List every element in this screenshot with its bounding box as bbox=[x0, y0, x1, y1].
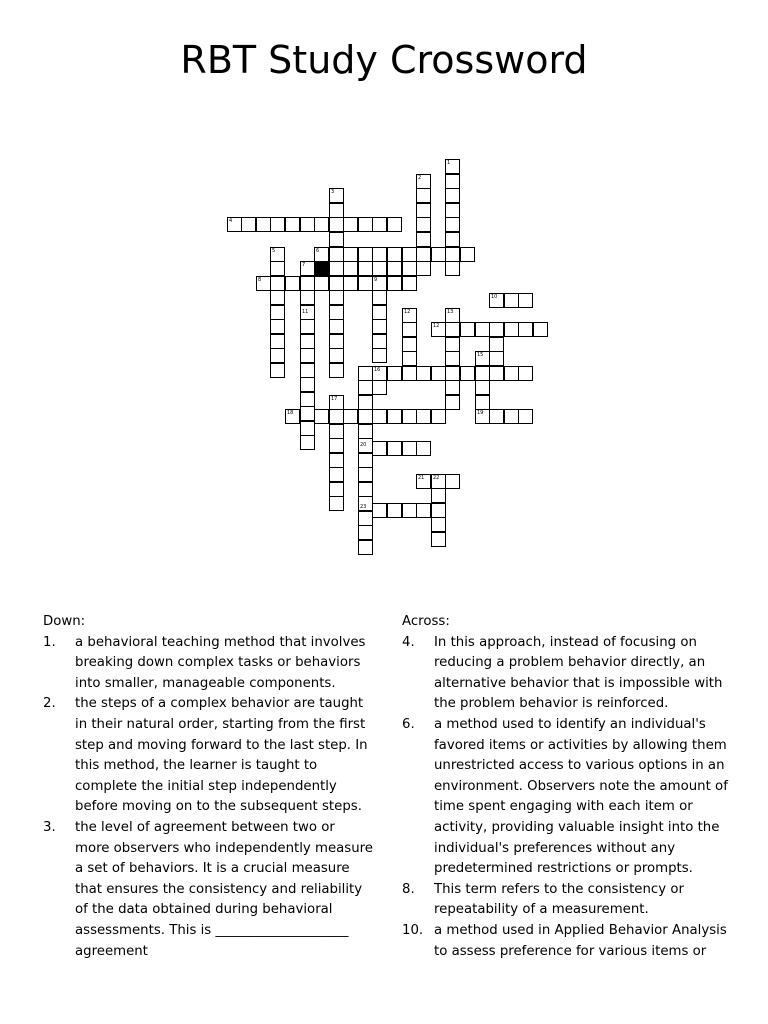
crossword-cell[interactable] bbox=[387, 261, 402, 276]
clue-number-label: 9 bbox=[374, 277, 378, 283]
crossword-cell[interactable] bbox=[431, 409, 446, 424]
crossword-cell[interactable] bbox=[387, 247, 402, 262]
across-clue bbox=[402, 633, 737, 715]
crossword-cell[interactable] bbox=[329, 424, 344, 439]
crossword-cell[interactable] bbox=[372, 334, 387, 349]
crossword-cell[interactable] bbox=[402, 366, 417, 381]
crossword-cell[interactable] bbox=[460, 366, 475, 381]
crossword-cell[interactable] bbox=[416, 188, 431, 203]
crossword-cell[interactable] bbox=[402, 441, 417, 456]
crossword-cell[interactable] bbox=[402, 409, 417, 424]
crossword-cell[interactable] bbox=[329, 203, 344, 218]
crossword-cell[interactable] bbox=[343, 276, 358, 291]
crossword-cell[interactable] bbox=[358, 380, 373, 395]
crossword-cell[interactable] bbox=[270, 261, 285, 276]
crossword-cell[interactable] bbox=[416, 203, 431, 218]
crossword-cell[interactable] bbox=[533, 322, 548, 337]
crossword-cell[interactable] bbox=[431, 488, 446, 503]
clue-text: This term refers to the consistency or repeatability of a measurement. bbox=[434, 881, 684, 918]
clue-number-label: 16 bbox=[374, 367, 381, 373]
crossword-cell[interactable] bbox=[300, 421, 315, 436]
crossword-cell[interactable] bbox=[431, 517, 446, 532]
clue-number: 6. bbox=[402, 716, 415, 732]
crossword-cell[interactable] bbox=[329, 276, 344, 291]
clue-number-label: 13 bbox=[447, 309, 454, 315]
crossword-cell[interactable] bbox=[387, 409, 402, 424]
crossword-cell[interactable] bbox=[518, 293, 533, 308]
clue-number-label: 20 bbox=[360, 442, 367, 448]
crossword-cell[interactable] bbox=[504, 293, 519, 308]
crossword-cell[interactable] bbox=[343, 217, 358, 232]
clue-number-label: 5 bbox=[272, 248, 276, 254]
crossword-cell[interactable] bbox=[358, 525, 373, 540]
crossword-cell[interactable] bbox=[518, 366, 533, 381]
crossword-cell[interactable] bbox=[431, 247, 446, 262]
crossword-cell[interactable] bbox=[402, 276, 417, 291]
crossword-cell[interactable] bbox=[504, 409, 519, 424]
crossword-cell[interactable] bbox=[314, 276, 329, 291]
across-clue bbox=[402, 880, 737, 921]
crossword-cell[interactable] bbox=[402, 351, 417, 366]
crossword-cell[interactable] bbox=[270, 305, 285, 320]
crossword-cell[interactable] bbox=[402, 337, 417, 352]
crossword-cell[interactable] bbox=[358, 453, 373, 468]
crossword-cell[interactable] bbox=[445, 366, 460, 381]
crossword-cell[interactable] bbox=[489, 409, 504, 424]
across-heading: Across: bbox=[402, 614, 450, 629]
crossword-cell[interactable] bbox=[329, 334, 344, 349]
crossword-cell[interactable] bbox=[431, 532, 446, 547]
crossword-cell[interactable] bbox=[416, 261, 431, 276]
clue-text: the steps of a complex behavior are taught in their natural order, starting from the first step and moving forward to the last step. In this method, the learner is taught to complete the initial step independently before moving on to the subsequent steps. bbox=[75, 696, 368, 815]
clue-number-label: 10 bbox=[491, 294, 498, 300]
clue-number-label: 17 bbox=[331, 396, 338, 402]
crossword-cell[interactable] bbox=[416, 441, 431, 456]
clue-number-label: 6 bbox=[316, 248, 320, 254]
crossword-cell[interactable] bbox=[518, 322, 533, 337]
crossword-cell[interactable] bbox=[358, 467, 373, 482]
crossword-cell[interactable] bbox=[300, 363, 315, 378]
crossword-cell[interactable] bbox=[445, 322, 460, 337]
clue-number-label: 12 bbox=[404, 309, 411, 315]
crossword-cell[interactable] bbox=[270, 276, 285, 291]
crossword-cell[interactable] bbox=[431, 503, 446, 518]
crossword-cell[interactable] bbox=[445, 232, 460, 247]
crossword-cell[interactable] bbox=[402, 247, 417, 262]
clue-text: In this approach, instead of focusing on reducing a problem behavior directly, an alternative behavior that is impossible with the problem behavior is reinforced. bbox=[434, 634, 723, 712]
crossword-cell[interactable] bbox=[270, 319, 285, 334]
clue-number-label: 19 bbox=[477, 410, 484, 416]
crossword-cell[interactable] bbox=[489, 351, 504, 366]
crossword-cell[interactable] bbox=[416, 247, 431, 262]
crossword-cell[interactable] bbox=[358, 366, 373, 381]
crossword-black-cell bbox=[314, 261, 329, 276]
crossword-cell[interactable] bbox=[387, 503, 402, 518]
across-clues bbox=[402, 612, 737, 962]
clue-text: the level of agreement between two or more observers who independently measure a set of behaviors. It is a crucial measure that ensures the consistency and reliability of the data obtained during behavioral assessments. This is ____________________ agreement bbox=[75, 819, 373, 959]
crossword-cell[interactable] bbox=[387, 276, 402, 291]
crossword-cell[interactable] bbox=[329, 261, 344, 276]
crossword-cell[interactable] bbox=[372, 348, 387, 363]
crossword-cell[interactable] bbox=[358, 424, 373, 439]
crossword-cell[interactable] bbox=[402, 503, 417, 518]
crossword-cell[interactable] bbox=[431, 366, 446, 381]
crossword-cell[interactable] bbox=[329, 438, 344, 453]
crossword-cell[interactable] bbox=[372, 261, 387, 276]
crossword-cell[interactable] bbox=[329, 290, 344, 305]
down-clue bbox=[43, 694, 373, 818]
crossword-cell[interactable] bbox=[372, 503, 387, 518]
crossword-cell[interactable] bbox=[416, 232, 431, 247]
crossword-cell[interactable] bbox=[329, 319, 344, 334]
crossword-cell[interactable] bbox=[358, 395, 373, 410]
crossword-cell[interactable] bbox=[270, 290, 285, 305]
clue-number-label: 12 bbox=[433, 323, 440, 329]
crossword-cell[interactable] bbox=[270, 348, 285, 363]
crossword-cell[interactable] bbox=[445, 351, 460, 366]
crossword-cell[interactable] bbox=[445, 247, 460, 262]
crossword-cell[interactable] bbox=[300, 217, 315, 232]
down-clues bbox=[43, 612, 373, 962]
clue-number: 4. bbox=[402, 634, 415, 650]
crossword-cell[interactable] bbox=[475, 380, 490, 395]
crossword-cell[interactable] bbox=[343, 409, 358, 424]
crossword-cell[interactable] bbox=[300, 319, 315, 334]
crossword-cell[interactable] bbox=[329, 305, 344, 320]
crossword-cell[interactable] bbox=[270, 363, 285, 378]
crossword-cell[interactable] bbox=[300, 276, 315, 291]
crossword-cell[interactable] bbox=[445, 380, 460, 395]
crossword-cell[interactable] bbox=[489, 322, 504, 337]
clue-number-label: 21 bbox=[418, 475, 425, 481]
crossword-cell[interactable] bbox=[445, 217, 460, 232]
crossword-cell[interactable] bbox=[300, 406, 315, 421]
crossword-cell[interactable] bbox=[329, 232, 344, 247]
crossword-cell[interactable] bbox=[372, 380, 387, 395]
crossword-cell[interactable] bbox=[358, 482, 373, 497]
crossword-cell[interactable] bbox=[372, 247, 387, 262]
clue-number: 3. bbox=[43, 819, 56, 835]
crossword-cell[interactable] bbox=[358, 247, 373, 262]
crossword-cell[interactable] bbox=[314, 409, 329, 424]
clue-text: a method used to identify an individual's favored items or activities by allowing them unrestricted access to various options in an environment. Observers note the amount of time spent engaging with each item or activity, providing valuable insight into the individual's preferences without any predetermined restrictions or prompts. bbox=[434, 716, 728, 877]
crossword-cell[interactable] bbox=[358, 217, 373, 232]
clue-number-label: 2 bbox=[418, 175, 422, 181]
crossword-cell[interactable] bbox=[358, 261, 373, 276]
clue-number-label: 8 bbox=[258, 277, 262, 283]
crossword-cell[interactable] bbox=[504, 366, 519, 381]
across-clue bbox=[402, 921, 737, 962]
crossword-cell[interactable] bbox=[358, 276, 373, 291]
crossword-cell[interactable] bbox=[343, 247, 358, 262]
crossword-cell[interactable] bbox=[445, 474, 460, 489]
crossword-cell[interactable] bbox=[358, 511, 373, 526]
crossword-cell[interactable] bbox=[329, 482, 344, 497]
crossword-cell[interactable] bbox=[504, 322, 519, 337]
clue-number-label: 11 bbox=[302, 309, 309, 315]
crossword-cell[interactable] bbox=[329, 467, 344, 482]
crossword-cell[interactable] bbox=[300, 334, 315, 349]
crossword-cell[interactable] bbox=[416, 217, 431, 232]
clue-number-label: 22 bbox=[433, 475, 440, 481]
clue-number-label: 3 bbox=[331, 189, 335, 195]
crossword-cell[interactable] bbox=[329, 217, 344, 232]
clue-number: 10. bbox=[402, 922, 424, 938]
crossword-cell[interactable] bbox=[372, 319, 387, 334]
crossword-cell[interactable] bbox=[402, 261, 417, 276]
crossword-cell[interactable] bbox=[416, 366, 431, 381]
clue-text: a behavioral teaching method that involves breaking down complex tasks or behaviors into smaller, manageable components. bbox=[75, 634, 366, 691]
crossword-cell[interactable] bbox=[445, 188, 460, 203]
crossword-cell[interactable] bbox=[300, 377, 315, 392]
crossword-cell[interactable] bbox=[300, 392, 315, 407]
crossword-cell[interactable] bbox=[445, 337, 460, 352]
crossword-cell[interactable] bbox=[372, 305, 387, 320]
crossword-cell[interactable] bbox=[329, 453, 344, 468]
clue-number: 2. bbox=[43, 696, 56, 712]
crossword-cell[interactable] bbox=[285, 276, 300, 291]
crossword-cell[interactable] bbox=[329, 496, 344, 511]
clue-text: a method used in Applied Behavior Analysis to assess preference for various items or bbox=[434, 922, 727, 959]
clue-number-label: 7 bbox=[302, 262, 306, 268]
crossword-cell[interactable] bbox=[329, 247, 344, 262]
crossword-cell[interactable] bbox=[314, 217, 329, 232]
crossword-cell[interactable] bbox=[300, 348, 315, 363]
page-title: RBT Study Crossword bbox=[180, 38, 588, 82]
crossword-cell[interactable] bbox=[445, 395, 460, 410]
crossword-cell[interactable] bbox=[518, 409, 533, 424]
crossword-cell[interactable] bbox=[416, 409, 431, 424]
crossword-cell[interactable] bbox=[329, 363, 344, 378]
clue-number-label: 18 bbox=[287, 410, 294, 416]
across-clue bbox=[402, 715, 737, 880]
crossword-cell[interactable] bbox=[372, 441, 387, 456]
crossword-cell[interactable] bbox=[445, 203, 460, 218]
crossword-cell[interactable] bbox=[256, 217, 271, 232]
crossword-cell[interactable] bbox=[372, 290, 387, 305]
down-clue bbox=[43, 633, 373, 695]
crossword-cell[interactable] bbox=[445, 174, 460, 189]
clue-number: 1. bbox=[43, 634, 56, 650]
crossword-cell[interactable] bbox=[460, 322, 475, 337]
crossword-cell[interactable] bbox=[358, 540, 373, 555]
crossword-cell[interactable] bbox=[489, 337, 504, 352]
crossword-cell[interactable] bbox=[343, 261, 358, 276]
crossword-cell[interactable] bbox=[300, 435, 315, 450]
down-clue bbox=[43, 818, 373, 962]
crossword-cell[interactable] bbox=[300, 290, 315, 305]
crossword-cell[interactable] bbox=[387, 441, 402, 456]
clue-number: 8. bbox=[402, 881, 415, 897]
clue-number-label: 23 bbox=[360, 504, 367, 510]
crossword-cell[interactable] bbox=[475, 366, 490, 381]
crossword-cell[interactable] bbox=[387, 366, 402, 381]
crossword-cell[interactable] bbox=[241, 217, 256, 232]
crossword-cell[interactable] bbox=[475, 322, 490, 337]
crossword-cell[interactable] bbox=[270, 217, 285, 232]
crossword-cell[interactable] bbox=[445, 261, 460, 276]
crossword-cell[interactable] bbox=[489, 366, 504, 381]
crossword-cell[interactable] bbox=[460, 247, 475, 262]
crossword-cell[interactable] bbox=[387, 217, 402, 232]
clue-number-label: 1 bbox=[447, 160, 451, 166]
crossword-cell[interactable] bbox=[285, 217, 300, 232]
clue-number-label: 15 bbox=[477, 352, 484, 358]
crossword-cell[interactable] bbox=[402, 322, 417, 337]
crossword-cell[interactable] bbox=[270, 334, 285, 349]
clue-number-label: 4 bbox=[229, 218, 233, 224]
crossword-cell[interactable] bbox=[329, 409, 344, 424]
crossword-cell[interactable] bbox=[475, 395, 490, 410]
crossword-cell[interactable] bbox=[329, 348, 344, 363]
down-heading: Down: bbox=[43, 614, 86, 629]
crossword-cell[interactable] bbox=[372, 217, 387, 232]
crossword-cell[interactable] bbox=[416, 503, 431, 518]
crossword-cell[interactable] bbox=[372, 409, 387, 424]
crossword-cell[interactable] bbox=[358, 409, 373, 424]
